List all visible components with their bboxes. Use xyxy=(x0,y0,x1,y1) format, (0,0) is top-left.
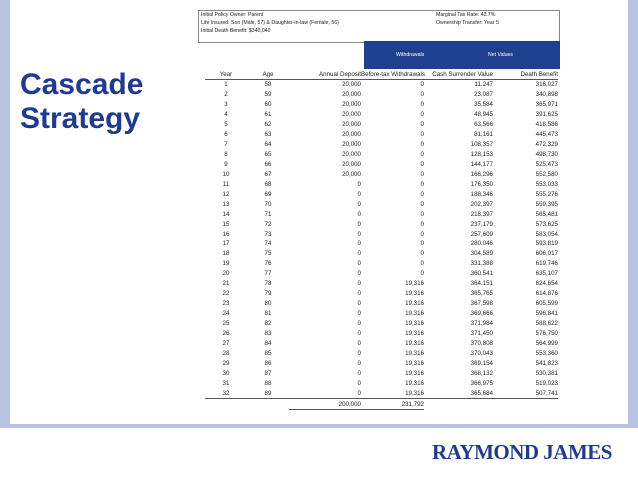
cell-age: 66 xyxy=(264,160,272,168)
cell-age: 64 xyxy=(264,141,272,149)
cell-annual-deposit: 20,000 xyxy=(342,101,361,109)
cell-withdrawal: 0 xyxy=(420,220,424,228)
cell-cash-surrender-value: 128,153 xyxy=(470,151,493,159)
title-line-2: Strategy xyxy=(20,102,141,135)
cell-year: 24 xyxy=(222,310,230,318)
table-row xyxy=(205,249,558,259)
cell-withdrawal: 0 xyxy=(420,160,424,168)
cell-year: 32 xyxy=(222,389,230,397)
cell-age: 69 xyxy=(264,190,272,198)
cell-death-benefit: 624,654 xyxy=(535,280,558,288)
cell-cash-surrender-value: 304,589 xyxy=(470,250,493,258)
cell-death-benefit: 552,580 xyxy=(535,170,558,178)
cell-year: 2 xyxy=(224,91,228,99)
right-decorative-band xyxy=(628,0,638,426)
cell-withdrawal: 0 xyxy=(420,170,424,178)
cell-annual-deposit: 0 xyxy=(357,379,361,387)
cell-cash-surrender-value: 166,296 xyxy=(470,170,493,178)
cell-withdrawal: 0 xyxy=(420,141,424,149)
slide-title xyxy=(20,68,180,136)
table-row xyxy=(205,80,558,90)
cell-withdrawal: 19,316 xyxy=(405,310,424,318)
table-row xyxy=(205,259,558,269)
cell-year: 4 xyxy=(224,111,228,119)
cell-death-benefit: 635,107 xyxy=(535,270,558,278)
cell-year: 6 xyxy=(224,131,228,139)
cell-age: 58 xyxy=(264,81,272,89)
cell-annual-deposit: 0 xyxy=(357,210,361,218)
cell-annual-deposit: 20,000 xyxy=(342,131,361,139)
cell-death-benefit: 365,971 xyxy=(535,101,558,109)
cell-withdrawal: 0 xyxy=(420,260,424,268)
cell-death-benefit: 418,586 xyxy=(535,121,558,129)
cell-cash-surrender-value: 371,450 xyxy=(470,329,493,337)
cell-year: 10 xyxy=(222,170,230,178)
cell-cash-surrender-value: 371,984 xyxy=(470,319,493,327)
raymond-james-logo: RAYMOND JAMES xyxy=(432,440,612,464)
cell-withdrawal: 0 xyxy=(420,190,424,198)
cell-annual-deposit: 20,000 xyxy=(342,91,361,99)
cell-annual-deposit: 0 xyxy=(357,220,361,228)
net-values-group-label: Net Values xyxy=(488,52,513,58)
cell-withdrawal: 19,316 xyxy=(405,389,424,397)
table-row xyxy=(205,299,558,309)
cell-age: 84 xyxy=(264,339,272,347)
cell-age: 85 xyxy=(264,349,272,357)
table-row xyxy=(205,279,558,289)
cell-death-benefit: 559,395 xyxy=(535,200,558,208)
cell-year: 30 xyxy=(222,369,230,377)
header-cash-surrender-value: Cash Surrender Value xyxy=(424,70,493,80)
cell-annual-deposit: 0 xyxy=(357,260,361,268)
cell-annual-deposit: 0 xyxy=(357,280,361,288)
totals-blank-csv xyxy=(424,399,493,410)
cell-death-benefit: 445,473 xyxy=(535,131,558,139)
cell-annual-deposit: 20,000 xyxy=(342,81,361,89)
cell-age: 87 xyxy=(264,369,272,377)
cell-year: 9 xyxy=(224,160,228,168)
cell-death-benefit: 576,750 xyxy=(535,329,558,337)
cell-age: 67 xyxy=(264,170,272,178)
cell-death-benefit: 530,381 xyxy=(535,369,558,377)
cell-cash-surrender-value: 360,541 xyxy=(470,270,493,278)
cell-age: 80 xyxy=(264,300,272,308)
cell-annual-deposit: 20,000 xyxy=(342,141,361,149)
cell-age: 72 xyxy=(264,220,272,228)
table-row xyxy=(205,289,558,299)
cell-annual-deposit: 20,000 xyxy=(342,170,361,178)
cell-year: 17 xyxy=(222,240,230,248)
cell-withdrawal: 19,316 xyxy=(405,280,424,288)
cell-age: 78 xyxy=(264,280,272,288)
cell-annual-deposit: 0 xyxy=(357,290,361,298)
table-row xyxy=(205,169,558,179)
cell-death-benefit: 553,033 xyxy=(535,180,558,188)
cell-annual-deposit: 0 xyxy=(357,389,361,397)
cell-withdrawal: 19,316 xyxy=(405,359,424,367)
table-body xyxy=(205,80,558,399)
cell-cash-surrender-value: 365,765 xyxy=(470,290,493,298)
cell-annual-deposit: 0 xyxy=(357,359,361,367)
cell-age: 71 xyxy=(264,210,272,218)
cell-year: 12 xyxy=(222,190,230,198)
cell-cash-surrender-value: 367,598 xyxy=(470,300,493,308)
cell-year: 21 xyxy=(222,280,230,288)
cell-withdrawal: 0 xyxy=(420,200,424,208)
header-year: Year xyxy=(205,70,247,80)
table-row xyxy=(205,140,558,150)
cell-withdrawal: 0 xyxy=(420,151,424,159)
cell-year: 16 xyxy=(222,230,230,238)
cell-cash-surrender-value: 369,666 xyxy=(470,310,493,318)
cell-annual-deposit: 0 xyxy=(357,240,361,248)
cell-cash-surrender-value: 364,151 xyxy=(470,280,493,288)
cell-death-benefit: 391,625 xyxy=(535,111,558,119)
totals-blank-age xyxy=(247,399,289,410)
cell-age: 81 xyxy=(264,310,272,318)
cell-cash-surrender-value: 366,975 xyxy=(470,379,493,387)
cell-year: 3 xyxy=(224,101,228,109)
cell-withdrawal: 0 xyxy=(420,230,424,238)
cell-year: 31 xyxy=(222,379,230,387)
cell-death-benefit: 472,329 xyxy=(535,141,558,149)
cell-year: 8 xyxy=(224,151,228,159)
cell-age: 76 xyxy=(264,260,272,268)
cell-annual-deposit: 0 xyxy=(357,190,361,198)
cell-cash-surrender-value: 108,357 xyxy=(470,141,493,149)
cell-cash-surrender-value: 202,397 xyxy=(470,200,493,208)
cell-year: 28 xyxy=(222,349,230,357)
cell-cash-surrender-value: 218,397 xyxy=(470,210,493,218)
cell-year: 14 xyxy=(222,210,230,218)
cell-annual-deposit: 0 xyxy=(357,200,361,208)
cell-year: 26 xyxy=(222,329,230,337)
cell-age: 61 xyxy=(264,111,272,119)
cell-withdrawal: 0 xyxy=(420,210,424,218)
table-row xyxy=(205,100,558,110)
cell-withdrawal: 0 xyxy=(420,180,424,188)
total-withdrawals: 231,792 xyxy=(361,399,424,410)
policy-owner: Initial Policy Owner: Parent xyxy=(201,12,264,18)
cell-withdrawal: 19,316 xyxy=(405,300,424,308)
cell-death-benefit: 583,054 xyxy=(535,230,558,238)
cell-withdrawal: 19,316 xyxy=(405,379,424,387)
cell-age: 70 xyxy=(264,200,272,208)
cell-age: 82 xyxy=(264,319,272,327)
ownership-transfer: Ownership Transfer: Year 5 xyxy=(436,20,499,26)
cell-death-benefit: 593,819 xyxy=(535,240,558,248)
cell-death-benefit: 555,276 xyxy=(535,190,558,198)
cell-year: 22 xyxy=(222,290,230,298)
cell-age: 77 xyxy=(264,270,272,278)
table-row xyxy=(205,348,558,358)
cell-death-benefit: 340,898 xyxy=(535,91,558,99)
cell-cash-surrender-value: 331,388 xyxy=(470,260,493,268)
cell-annual-deposit: 20,000 xyxy=(342,121,361,129)
cell-annual-deposit: 0 xyxy=(357,319,361,327)
table-row xyxy=(205,130,558,140)
cell-age: 68 xyxy=(264,180,272,188)
cell-cash-surrender-value: 370,808 xyxy=(470,339,493,347)
table-row xyxy=(205,179,558,189)
cell-cash-surrender-value: 23,087 xyxy=(474,91,493,99)
cell-withdrawal: 19,316 xyxy=(405,369,424,377)
withdrawals-group-label: Withdrawals xyxy=(396,52,425,58)
cell-withdrawal: 0 xyxy=(420,91,424,99)
cell-cash-surrender-value: 35,584 xyxy=(474,101,493,109)
table-row xyxy=(205,110,558,120)
cell-death-benefit: 553,360 xyxy=(535,349,558,357)
cell-withdrawal: 0 xyxy=(420,111,424,119)
table-row xyxy=(205,319,558,329)
cell-annual-deposit: 0 xyxy=(357,310,361,318)
cell-age: 65 xyxy=(264,151,272,159)
table-row xyxy=(205,150,558,160)
cell-annual-deposit: 0 xyxy=(357,339,361,347)
total-deposit: 200,000 xyxy=(289,399,361,410)
cell-annual-deposit: 20,000 xyxy=(342,160,361,168)
cell-annual-deposit: 0 xyxy=(357,180,361,188)
life-insured: Life Insured: Son (Male, 57) & Daughter-in-law (Female, 56) xyxy=(201,20,339,26)
totals-blank-year xyxy=(205,399,247,410)
cell-year: 27 xyxy=(222,339,230,347)
cell-year: 15 xyxy=(222,220,230,228)
cell-cash-surrender-value: 280,046 xyxy=(470,240,493,248)
cell-year: 11 xyxy=(222,180,230,188)
table-row xyxy=(205,219,558,229)
table-row xyxy=(205,199,558,209)
header-annual-deposit: Annual Deposit xyxy=(289,70,361,80)
cell-age: 63 xyxy=(264,131,272,139)
cell-death-benefit: 541,823 xyxy=(535,359,558,367)
table-row xyxy=(205,269,558,279)
table-row xyxy=(205,358,558,368)
cell-age: 75 xyxy=(264,250,272,258)
cell-withdrawal: 19,316 xyxy=(405,290,424,298)
cell-death-benefit: 588,622 xyxy=(535,319,558,327)
cell-death-benefit: 573,625 xyxy=(535,220,558,228)
marginal-tax-rate: Marginal Tax Rate: 43.7% xyxy=(436,12,496,18)
cell-age: 88 xyxy=(264,379,272,387)
table-row xyxy=(205,229,558,239)
table-row xyxy=(205,368,558,378)
cell-year: 18 xyxy=(222,250,230,258)
table-row xyxy=(205,388,558,398)
cell-withdrawal: 0 xyxy=(420,121,424,129)
cell-withdrawal: 0 xyxy=(420,81,424,89)
cell-cash-surrender-value: 188,346 xyxy=(470,190,493,198)
cell-age: 79 xyxy=(264,290,272,298)
cell-cash-surrender-value: 368,132 xyxy=(470,369,493,377)
cell-death-benefit: 596,841 xyxy=(535,310,558,318)
cell-death-benefit: 606,017 xyxy=(535,250,558,258)
cell-year: 13 xyxy=(222,200,230,208)
cell-withdrawal: 19,316 xyxy=(405,339,424,347)
cell-annual-deposit: 0 xyxy=(357,230,361,238)
cell-death-benefit: 565,481 xyxy=(535,210,558,218)
table-row xyxy=(205,328,558,338)
cell-cash-surrender-value: 144,177 xyxy=(470,160,493,168)
cell-annual-deposit: 0 xyxy=(357,300,361,308)
table-row xyxy=(205,90,558,100)
cell-death-benefit: 316,027 xyxy=(535,81,558,89)
table-row xyxy=(205,338,558,348)
policy-info-header xyxy=(198,10,560,68)
cell-year: 5 xyxy=(224,121,228,129)
cell-cash-surrender-value: 63,566 xyxy=(474,121,493,129)
cell-withdrawal: 0 xyxy=(420,101,424,109)
cell-annual-deposit: 20,000 xyxy=(342,151,361,159)
cell-cash-surrender-value: 81,161 xyxy=(474,131,493,139)
cell-withdrawal: 0 xyxy=(420,240,424,248)
cell-cash-surrender-value: 11,247 xyxy=(474,81,493,89)
cell-age: 86 xyxy=(264,359,272,367)
cell-death-benefit: 614,876 xyxy=(535,290,558,298)
table-row xyxy=(205,209,558,219)
cell-cash-surrender-value: 365,684 xyxy=(470,389,493,397)
cell-age: 73 xyxy=(264,230,272,238)
cell-year: 19 xyxy=(222,260,230,268)
cell-year: 1 xyxy=(224,81,228,89)
title-line-1: Cascade xyxy=(20,68,144,101)
cell-cash-surrender-value: 237,179 xyxy=(470,220,493,228)
cell-death-benefit: 619,746 xyxy=(535,260,558,268)
cell-withdrawal: 0 xyxy=(420,131,424,139)
cell-annual-deposit: 0 xyxy=(357,349,361,357)
table-header-row xyxy=(205,70,558,80)
cell-cash-surrender-value: 257,609 xyxy=(470,230,493,238)
cell-age: 74 xyxy=(264,240,272,248)
cell-cash-surrender-value: 370,043 xyxy=(470,349,493,357)
table-row xyxy=(205,120,558,130)
table-row xyxy=(205,309,558,319)
cell-cash-surrender-value: 48,945 xyxy=(474,111,493,119)
cell-year: 25 xyxy=(222,319,230,327)
cell-withdrawal: 19,316 xyxy=(405,319,424,327)
table-row xyxy=(205,239,558,249)
table-row xyxy=(205,189,558,199)
cell-cash-surrender-value: 176,350 xyxy=(470,180,493,188)
cell-death-benefit: 605,599 xyxy=(535,300,558,308)
header-death-benefit: Death Benefit xyxy=(493,70,558,80)
cell-withdrawal: 0 xyxy=(420,250,424,258)
cell-annual-deposit: 0 xyxy=(357,369,361,377)
totals-blank-db xyxy=(493,399,558,410)
cell-death-benefit: 507,741 xyxy=(535,389,558,397)
cell-annual-deposit: 0 xyxy=(357,329,361,337)
left-decorative-band xyxy=(0,0,10,426)
cell-annual-deposit: 0 xyxy=(357,250,361,258)
cell-age: 83 xyxy=(264,329,272,337)
cell-age: 59 xyxy=(264,91,272,99)
table-row xyxy=(205,160,558,170)
cell-cash-surrender-value: 369,154 xyxy=(470,359,493,367)
totals-row xyxy=(205,399,558,410)
cell-death-benefit: 498,730 xyxy=(535,151,558,159)
table-row xyxy=(205,378,558,388)
header-age: Age xyxy=(247,70,289,80)
cell-withdrawal: 19,316 xyxy=(405,329,424,337)
cell-age: 89 xyxy=(264,389,272,397)
bottom-decorative-band xyxy=(0,424,638,428)
cell-age: 62 xyxy=(264,121,272,129)
cell-annual-deposit: 20,000 xyxy=(342,111,361,119)
cell-withdrawal: 0 xyxy=(420,270,424,278)
cell-age: 60 xyxy=(264,101,272,109)
cell-year: 23 xyxy=(222,300,230,308)
cascade-schedule-table xyxy=(205,70,558,410)
header-withdrawals: Before-tax Withdrawals xyxy=(361,71,425,78)
cell-withdrawal: 19,316 xyxy=(405,349,424,357)
cell-death-benefit: 525,473 xyxy=(535,160,558,168)
cell-annual-deposit: 0 xyxy=(357,270,361,278)
cell-death-benefit: 519,023 xyxy=(535,379,558,387)
cell-death-benefit: 564,999 xyxy=(535,339,558,347)
column-group-bar xyxy=(364,41,560,69)
initial-death-benefit: Initial Death Benefit: $340,040 xyxy=(201,28,271,34)
cell-year: 29 xyxy=(222,359,230,367)
cell-year: 20 xyxy=(222,270,230,278)
cell-year: 7 xyxy=(224,141,228,149)
